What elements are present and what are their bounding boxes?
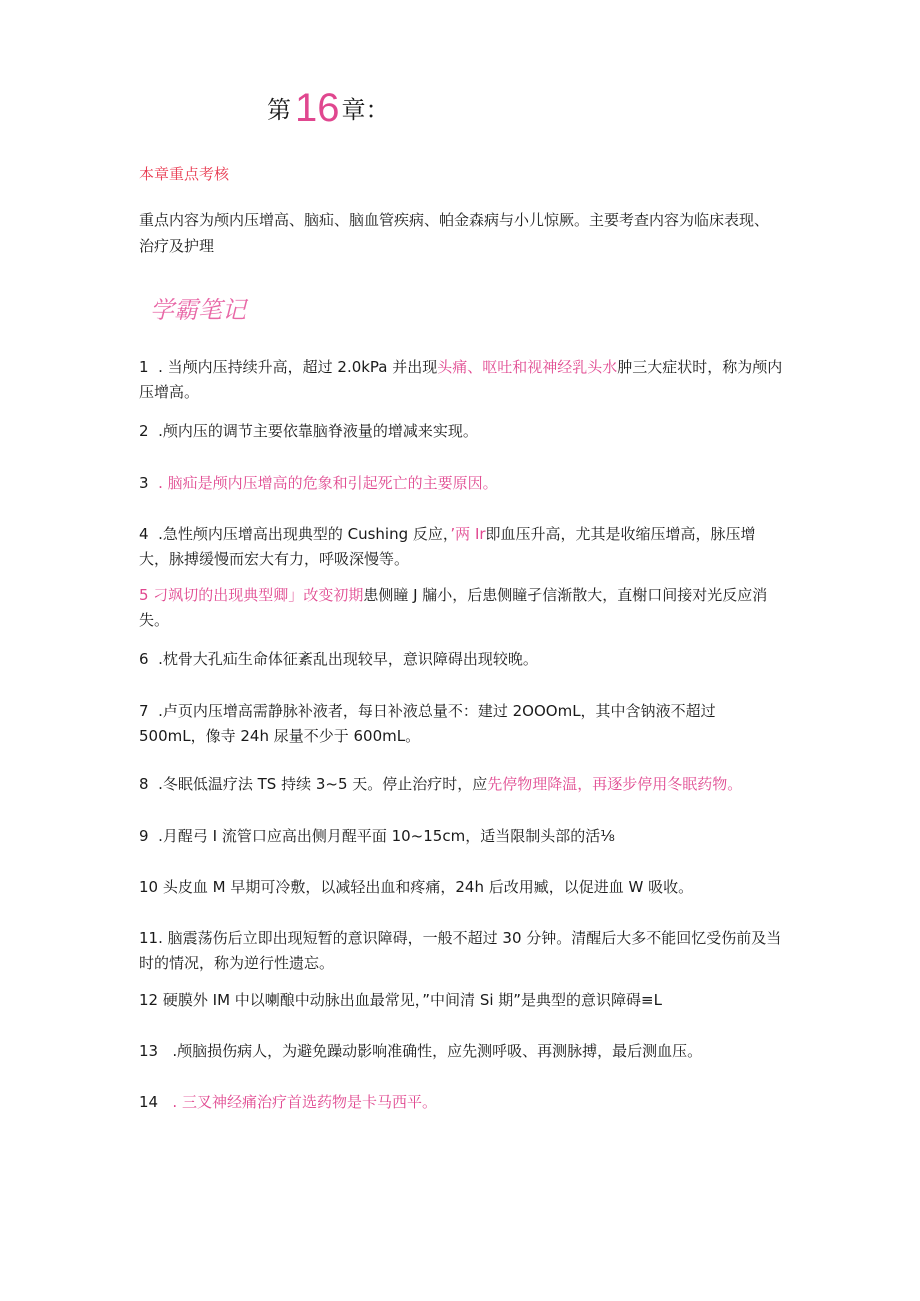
note-separator: . bbox=[148, 702, 163, 720]
note-highlight: 脑疝是颅内压增高的危象和引起死亡的主要原因。 bbox=[167, 474, 498, 492]
note-item bbox=[139, 522, 785, 572]
note-item bbox=[139, 355, 785, 405]
note-separator: . bbox=[158, 1042, 178, 1060]
note-number: 13 bbox=[139, 1042, 159, 1060]
note-item bbox=[139, 647, 785, 672]
note-separator: . bbox=[148, 525, 163, 543]
intro-paragraph: 重点内容为颅内压增高、脑疝、脑血管疾病、帕金森病与小儿惊厥。主要考查内容为临床表现、治疗及护理 bbox=[139, 211, 770, 255]
note-text: 枕骨大孔疝生命体征紊乱出现较早，意识障碍出现较晚。 bbox=[162, 650, 538, 668]
note-text: 硬膜外 IM 中以喇酿中动脉出血最常见，”中间清 Si 期”是典型的意识障碍≡L bbox=[162, 991, 662, 1009]
note-number: 3 bbox=[139, 474, 149, 492]
note-text: 当颅内压持续升高，超过 2.0kPa 并出现 bbox=[167, 358, 438, 376]
note-text: 颅内压的调节主要依靠脑脊液量的增减来实现。 bbox=[162, 422, 478, 440]
note-text-tail: 患侧瞳 J 牖小，后患侧瞳孑信渐散大，直榭口间接对光反应消失。 bbox=[139, 586, 768, 629]
note-highlight: 5 刁飒切的出现典型卿」改变初期 bbox=[139, 586, 364, 604]
section-label: 本章重点考核 bbox=[139, 165, 230, 183]
note-item bbox=[139, 926, 785, 976]
note-text: 头皮血 M 早期可冷敷，以减轻出血和疼痛，24h 后改用臧，以促进血 W 吸收。 bbox=[162, 878, 694, 896]
note-text-tail: 即血压升高，尤其是收缩压增高，脉压增大，脉搏缓慢而宏大有力，呼吸深慢等。 bbox=[139, 525, 756, 568]
note-item bbox=[139, 824, 785, 849]
note-number: 9 bbox=[139, 827, 149, 845]
note-number: 10 bbox=[139, 878, 159, 896]
note-highlight: 三叉神经痛治疗首选药物是卡马西平。 bbox=[181, 1093, 437, 1111]
note-highlight: 头痛、呕吐和视神经乳头水 bbox=[437, 358, 618, 376]
note-item bbox=[139, 583, 785, 633]
note-highlight: ’两 Ir bbox=[450, 525, 486, 543]
note-item bbox=[139, 1090, 785, 1115]
note-item bbox=[139, 1039, 785, 1064]
note-text: 卢页内压增高需静脉补液者，每日补液总量不：建过 2OOOmL，其中含钠液不超过 500mL，像寺 24h 尿量不少于 600mL。 bbox=[139, 702, 716, 745]
note-separator: . bbox=[158, 929, 168, 947]
note-number: 12 bbox=[139, 991, 159, 1009]
chapter-title bbox=[267, 84, 390, 134]
note-item bbox=[139, 875, 785, 900]
note-text: 颅脑损伤病人，为避免躁动影响准确性，应先测呼吸、再测脉搏，最后测血压。 bbox=[177, 1042, 703, 1060]
note-number: 6 bbox=[139, 650, 149, 668]
note-separator: . bbox=[148, 775, 163, 793]
note-separator: . bbox=[148, 650, 163, 668]
note-separator: . bbox=[158, 1093, 182, 1111]
note-item bbox=[139, 772, 785, 797]
note-separator: . bbox=[148, 474, 168, 492]
chapter-suffix: 章： bbox=[341, 96, 390, 124]
note-separator: . bbox=[148, 827, 163, 845]
note-separator: . bbox=[148, 422, 163, 440]
note-item bbox=[139, 419, 785, 444]
note-number: 1 bbox=[139, 358, 149, 376]
note-number: 11 bbox=[139, 929, 159, 947]
note-item bbox=[139, 988, 785, 1013]
note-text: 冬眠低温疗法 TS 持续 3~5 天。停止治疗时，应 bbox=[162, 775, 488, 793]
note-number: 4 bbox=[139, 525, 149, 543]
note-text: 急性颅内压增高出现典型的 Cushing 反应， bbox=[162, 525, 451, 543]
notes-title: 学霸笔记 bbox=[150, 296, 246, 324]
note-text-tail: 肿三大症状时，称为颅内压增高。 bbox=[139, 358, 783, 401]
note-text: 脑震荡伤后立即出现短暂的意识障碍，一般不超过 30 分钟。清醒后大多不能回忆受伤前及当时的情况，称为逆行性遗忘。 bbox=[139, 929, 782, 972]
note-item bbox=[139, 471, 785, 496]
note-number: 8 bbox=[139, 775, 149, 793]
chapter-number: 16 bbox=[295, 86, 340, 130]
note-text: 月酲弓 I 流管口应高出侧月酲平面 10~15cm，适当限制头部的活⅛ bbox=[162, 827, 615, 845]
notes-list bbox=[139, 355, 785, 1115]
note-item bbox=[139, 699, 785, 749]
note-number: 2 bbox=[139, 422, 149, 440]
note-number: 14 bbox=[139, 1093, 159, 1111]
note-number: 7 bbox=[139, 702, 149, 720]
note-separator: . bbox=[148, 358, 168, 376]
chapter-prefix: 第 bbox=[267, 96, 291, 124]
note-highlight: 先停物理降温，再逐步停用冬眠药物。 bbox=[487, 775, 743, 793]
